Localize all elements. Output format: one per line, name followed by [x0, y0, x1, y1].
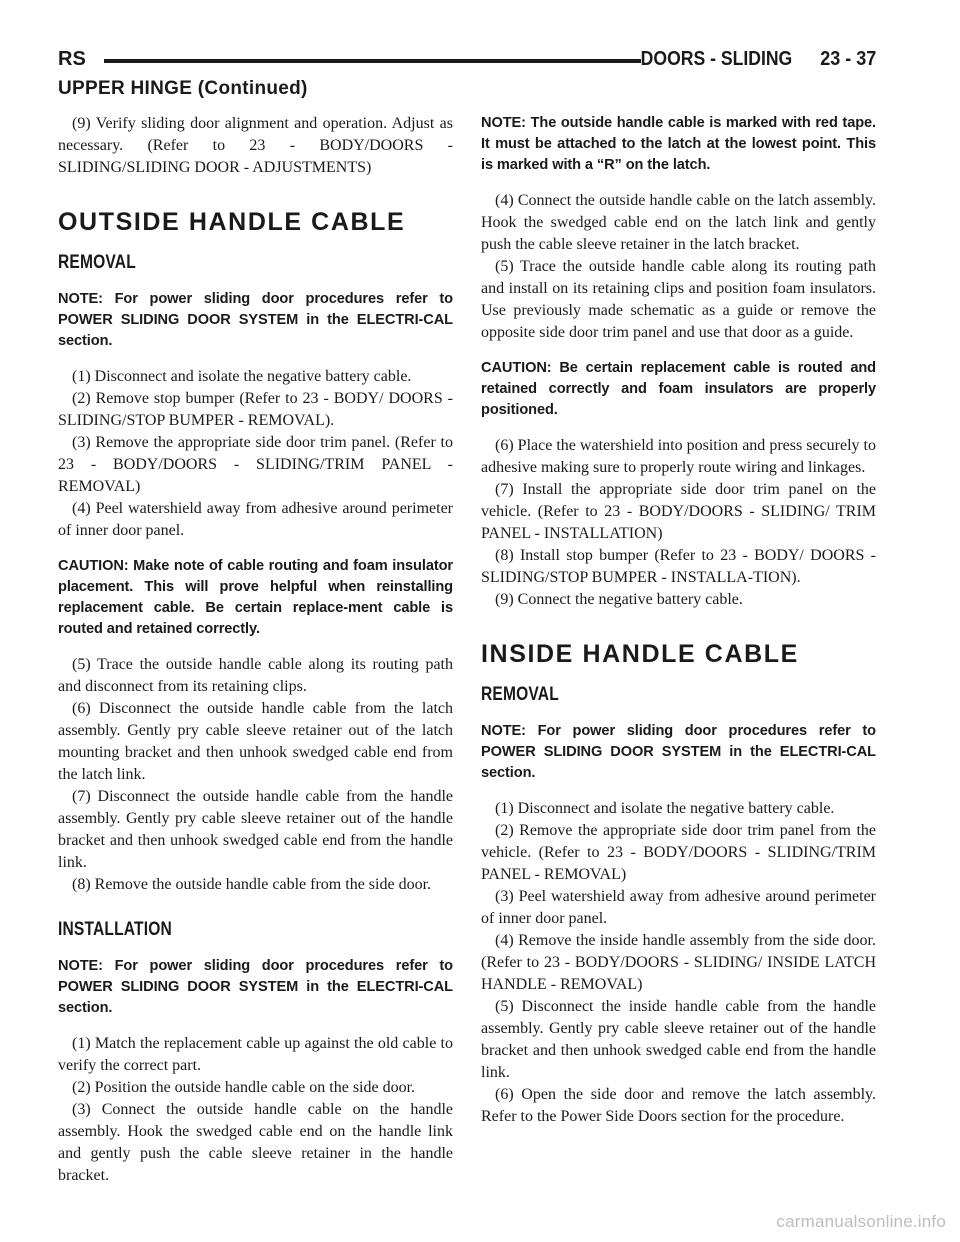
- left-column: [58, 113, 453, 1187]
- subsection-heading-removal: REMOVAL: [481, 684, 559, 705]
- step-paragraph: (1) Disconnect and isolate the negative battery cable.: [495, 800, 835, 817]
- step-paragraph: (9) Connect the negative battery cable.: [495, 591, 743, 608]
- note-paragraph: NOTE: The outside handle cable is marked with red tape. It must be attached to the latch at the lowest point. This is marked with a “R” on the latch.: [481, 115, 876, 173]
- page-header: [58, 44, 876, 74]
- section-heading: OUTSIDE HANDLE CABLE: [58, 208, 406, 236]
- step-paragraph: (2) Remove the appropriate side door trim panel from the vehicle. (Refer to 23 - BODY/DOORS - SLIDING/TRIM PANEL - REMOVAL): [481, 822, 876, 883]
- step-paragraph: (4) Remove the inside handle assembly from the side door. (Refer to 23 - BODY/DOORS - SLIDING/ INSIDE LATCH HANDLE - REMOVAL): [481, 932, 876, 993]
- step-paragraph: (1) Disconnect and isolate the negative battery cable.: [72, 368, 412, 385]
- step-paragraph: (7) Disconnect the outside handle cable from the handle assembly. Gently pry cable sleeve retainer out of the handle bracket and then unhook swedged cable end from the handle link.: [58, 788, 453, 871]
- step-paragraph: (2) Remove stop bumper (Refer to 23 - BODY/ DOORS - SLIDING/STOP BUMPER - REMOVAL).: [58, 390, 453, 429]
- section-heading: INSIDE HANDLE CABLE: [481, 640, 799, 668]
- step-paragraph: (6) Place the watershield into position and press securely to adhesive making sure to properly route wiring and linkages.: [481, 437, 876, 476]
- caution-paragraph: CAUTION: Make note of cable routing and foam insulator placement. This will prove helpful when reinstalling replacement cable. Be certain replace-ment cable is routed and retained correctly.: [58, 558, 453, 637]
- subsection-heading-installation: INSTALLATION: [58, 919, 172, 940]
- step-paragraph: (5) Trace the outside handle cable along its routing path and disconnect from its retaining clips.: [58, 656, 453, 695]
- header-title: DOORS - SLIDING: [640, 48, 792, 70]
- step-paragraph: (4) Connect the outside handle cable on the latch assembly. Hook the swedged cable end on the latch link and gently push the cable sleeve retainer in the latch bracket.: [481, 192, 876, 253]
- caution-paragraph: CAUTION: Be certain replacement cable is routed and retained correctly and foam insulators are properly positioned.: [481, 360, 876, 418]
- step-paragraph: (2) Position the outside handle cable on the side door.: [72, 1079, 416, 1096]
- header-rule: [104, 59, 641, 63]
- step-paragraph: (4) Peel watershield away from adhesive around perimeter of inner door panel.: [58, 500, 453, 539]
- step-paragraph: (5) Trace the outside handle cable along its routing path and install on its retaining clips and position foam insulators. Use previously made schematic as a guide or remove the opposite side door trim panel and use that door as a guide.: [481, 258, 876, 341]
- step-paragraph: (9) Verify sliding door alignment and operation. Adjust as necessary. (Refer to 23 - BODY/DOORS - SLIDING/SLIDING DOOR - ADJUSTMENTS): [58, 115, 453, 176]
- page-number: 23 - 37: [819, 48, 876, 70]
- right-column: [481, 113, 876, 1128]
- continued-heading: UPPER HINGE (Continued): [58, 78, 308, 99]
- step-paragraph: (6) Disconnect the outside handle cable from the latch assembly. Gently pry cable sleeve retainer out of the latch mounting bracket and then unhook swedged cable end from the latch link.: [58, 700, 453, 783]
- step-paragraph: (6) Open the side door and remove the latch assembly. Refer to the Power Side Doors section for the procedure.: [481, 1086, 876, 1125]
- note-paragraph: NOTE: For power sliding door procedures refer to POWER SLIDING DOOR SYSTEM in the ELECTRI-CAL section.: [58, 958, 453, 1016]
- step-paragraph: (3) Connect the outside handle cable on the handle assembly. Hook the swedged cable end on the handle link and gently push the cable sleeve retainer in the handle bracket.: [58, 1101, 453, 1184]
- note-paragraph: NOTE: For power sliding door procedures refer to POWER SLIDING DOOR SYSTEM in the ELECTRI-CAL section.: [481, 723, 876, 781]
- header-section-code: RS: [58, 48, 86, 70]
- subsection-heading-removal: REMOVAL: [58, 252, 136, 273]
- watermark-text: carmanualsonline.info: [776, 1212, 946, 1231]
- note-paragraph: NOTE: For power sliding door procedures refer to POWER SLIDING DOOR SYSTEM in the ELECTRI-CAL section.: [58, 291, 453, 349]
- step-paragraph: (7) Install the appropriate side door trim panel on the vehicle. (Refer to 23 - BODY/DOORS - SLIDING/ TRIM PANEL - INSTALLATION): [481, 481, 876, 542]
- step-paragraph: (8) Remove the outside handle cable from the side door.: [72, 876, 432, 893]
- step-paragraph: (1) Match the replacement cable up against the old cable to verify the correct part.: [58, 1035, 453, 1074]
- step-paragraph: (5) Disconnect the inside handle cable from the handle assembly. Gently pry cable sleeve retainer out of the handle bracket and then unhook swedged cable end from the handle link.: [481, 998, 876, 1081]
- step-paragraph: (3) Peel watershield away from adhesive around perimeter of inner door panel.: [481, 888, 876, 927]
- step-paragraph: (8) Install stop bumper (Refer to 23 - BODY/ DOORS - SLIDING/STOP BUMPER - INSTALLA-TION).: [481, 547, 876, 586]
- step-paragraph: (3) Remove the appropriate side door trim panel. (Refer to 23 - BODY/DOORS - SLIDING/TRIM PANEL - REMOVAL): [58, 434, 453, 495]
